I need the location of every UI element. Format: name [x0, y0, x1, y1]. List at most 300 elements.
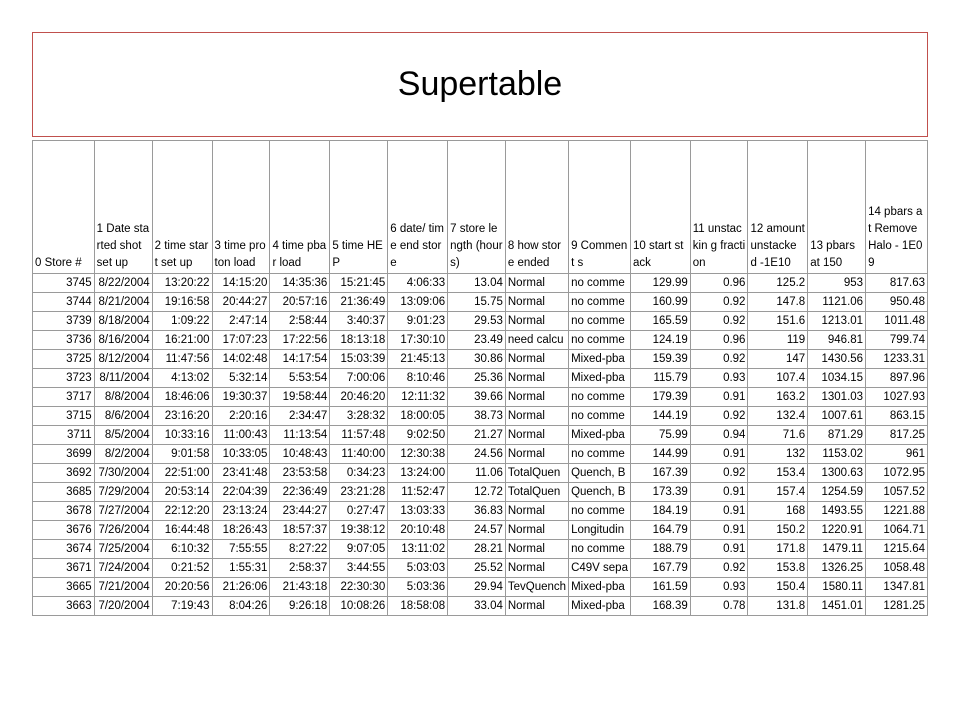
table-cell: 184.19: [630, 502, 690, 521]
table-cell: 0.91: [690, 502, 748, 521]
table-cell: 8/6/2004: [94, 407, 152, 426]
table-cell: 23:13:24: [212, 502, 270, 521]
table-cell: 1034.15: [808, 369, 866, 388]
table-cell: 2:20:16: [212, 407, 270, 426]
table-cell: 0.91: [690, 483, 748, 502]
table-cell: 871.29: [808, 426, 866, 445]
table-cell: 18:46:06: [152, 388, 212, 407]
table-cell: 18:13:18: [330, 331, 388, 350]
column-header: 6 date/ time end store: [388, 141, 448, 274]
table-cell: 157.4: [748, 483, 808, 502]
table-cell: 1233.31: [866, 350, 928, 369]
table-cell: C49V sepa: [569, 559, 631, 578]
table-cell: 18:26:43: [212, 521, 270, 540]
column-header: 1 Date started shot set up: [94, 141, 152, 274]
table-cell: 144.19: [630, 407, 690, 426]
table-cell: 13:11:02: [388, 540, 448, 559]
table-cell: 115.79: [630, 369, 690, 388]
table-cell: 7/26/2004: [94, 521, 152, 540]
table-cell: 3725: [33, 350, 95, 369]
table-cell: 165.59: [630, 312, 690, 331]
table-cell: 0:34:23: [330, 464, 388, 483]
table-cell: 24.57: [448, 521, 506, 540]
table-cell: 23:16:20: [152, 407, 212, 426]
table-cell: 0:27:47: [330, 502, 388, 521]
column-header: 11 unstackin g fraction: [690, 141, 748, 274]
table-cell: 23:44:27: [270, 502, 330, 521]
table-cell: 129.99: [630, 274, 690, 293]
table-cell: 1451.01: [808, 597, 866, 616]
table-cell: 4:06:33: [388, 274, 448, 293]
table-cell: 1220.91: [808, 521, 866, 540]
table-cell: 1057.52: [866, 483, 928, 502]
title-box: [32, 32, 928, 137]
table-cell: 11.06: [448, 464, 506, 483]
table-cell: 14:17:54: [270, 350, 330, 369]
table-cell: 147: [748, 350, 808, 369]
table-cell: need calcu: [505, 331, 568, 350]
table-cell: 0.91: [690, 388, 748, 407]
table-cell: 3744: [33, 293, 95, 312]
table-cell: no comme: [569, 312, 631, 331]
table-cell: 1347.81: [866, 578, 928, 597]
table-row: [33, 483, 928, 502]
table-cell: 179.39: [630, 388, 690, 407]
table-cell: 3665: [33, 578, 95, 597]
table-cell: Normal: [505, 559, 568, 578]
table-cell: 21:43:18: [270, 578, 330, 597]
table-cell: no comme: [569, 388, 631, 407]
table-cell: 0.91: [690, 540, 748, 559]
table-cell: 3671: [33, 559, 95, 578]
table-cell: 7:00:06: [330, 369, 388, 388]
table-cell: Mixed-pba: [569, 426, 631, 445]
table-cell: 11:47:56: [152, 350, 212, 369]
table-cell: 14:15:20: [212, 274, 270, 293]
table-cell: 0.96: [690, 331, 748, 350]
table-cell: 1479.11: [808, 540, 866, 559]
table-cell: 23:53:58: [270, 464, 330, 483]
table-cell: 0.91: [690, 445, 748, 464]
table-cell: 0:21:52: [152, 559, 212, 578]
table-cell: 0.92: [690, 407, 748, 426]
table-cell: 1254.59: [808, 483, 866, 502]
table-cell: 0.93: [690, 369, 748, 388]
table-cell: 1580.11: [808, 578, 866, 597]
table-cell: 13:24:00: [388, 464, 448, 483]
table-cell: 3685: [33, 483, 95, 502]
table-cell: 21:45:13: [388, 350, 448, 369]
table-cell: 4:13:02: [152, 369, 212, 388]
table-cell: 150.4: [748, 578, 808, 597]
table-cell: 8/2/2004: [94, 445, 152, 464]
table-cell: 9:02:50: [388, 426, 448, 445]
table-cell: 0.92: [690, 293, 748, 312]
table-cell: Normal: [505, 521, 568, 540]
table-row: [33, 597, 928, 616]
table-cell: Normal: [505, 597, 568, 616]
table-cell: 20:44:27: [212, 293, 270, 312]
table-cell: Normal: [505, 540, 568, 559]
table-cell: 3:40:37: [330, 312, 388, 331]
table-cell: 961: [866, 445, 928, 464]
table-cell: 13:20:22: [152, 274, 212, 293]
table-cell: 7/30/2004: [94, 464, 152, 483]
table-cell: 11:40:00: [330, 445, 388, 464]
table-cell: no comme: [569, 407, 631, 426]
table-cell: 15.75: [448, 293, 506, 312]
table-cell: 3723: [33, 369, 95, 388]
table-cell: 107.4: [748, 369, 808, 388]
table-cell: 863.15: [866, 407, 928, 426]
table-cell: 13:03:33: [388, 502, 448, 521]
table-cell: 1058.48: [866, 559, 928, 578]
table-cell: 75.99: [630, 426, 690, 445]
table-cell: 153.4: [748, 464, 808, 483]
table-cell: 950.48: [866, 293, 928, 312]
table-cell: no comme: [569, 502, 631, 521]
table-cell: 8/11/2004: [94, 369, 152, 388]
table-cell: 8/22/2004: [94, 274, 152, 293]
table-cell: 17:30:10: [388, 331, 448, 350]
table-cell: 8/21/2004: [94, 293, 152, 312]
table-cell: 10:48:43: [270, 445, 330, 464]
table-cell: 11:13:54: [270, 426, 330, 445]
table-cell: 19:16:58: [152, 293, 212, 312]
table-cell: 1121.06: [808, 293, 866, 312]
table-cell: 1215.64: [866, 540, 928, 559]
column-header: 9 Comment s: [569, 141, 631, 274]
table-cell: Normal: [505, 502, 568, 521]
table-cell: 20:20:56: [152, 578, 212, 597]
table-cell: 16:44:48: [152, 521, 212, 540]
table-cell: 7/21/2004: [94, 578, 152, 597]
column-header: 7 store length (hours): [448, 141, 506, 274]
table-cell: 7/29/2004: [94, 483, 152, 502]
table-cell: 6:10:32: [152, 540, 212, 559]
table-row: [33, 464, 928, 483]
table-cell: no comme: [569, 331, 631, 350]
table-cell: 7/25/2004: [94, 540, 152, 559]
table-cell: 29.53: [448, 312, 506, 331]
table-cell: no comme: [569, 293, 631, 312]
table-cell: 125.2: [748, 274, 808, 293]
table-cell: 29.94: [448, 578, 506, 597]
table-cell: 164.79: [630, 521, 690, 540]
table-cell: 953: [808, 274, 866, 293]
table-cell: 22:51:00: [152, 464, 212, 483]
column-header: 14 pbars at Remove Halo - 1E09: [866, 141, 928, 274]
table-cell: 161.59: [630, 578, 690, 597]
column-header: 8 how store ended: [505, 141, 568, 274]
table-cell: 0.92: [690, 559, 748, 578]
table-cell: 168: [748, 502, 808, 521]
table-cell: 13:09:06: [388, 293, 448, 312]
table-cell: Normal: [505, 312, 568, 331]
supertable: [32, 140, 928, 616]
table-cell: 0.96: [690, 274, 748, 293]
table-cell: 3745: [33, 274, 95, 293]
table-cell: 5:32:14: [212, 369, 270, 388]
column-header: 2 time start set up: [152, 141, 212, 274]
table-cell: 1072.95: [866, 464, 928, 483]
table-row: [33, 521, 928, 540]
table-cell: 19:38:12: [330, 521, 388, 540]
table-cell: 124.19: [630, 331, 690, 350]
table-cell: 18:00:05: [388, 407, 448, 426]
table-cell: 3678: [33, 502, 95, 521]
table-cell: Normal: [505, 407, 568, 426]
table-cell: 132: [748, 445, 808, 464]
column-header: 10 start stack: [630, 141, 690, 274]
table-cell: 11:00:43: [212, 426, 270, 445]
table-cell: Mixed-pba: [569, 578, 631, 597]
table-cell: 9:01:58: [152, 445, 212, 464]
table-cell: 20:46:20: [330, 388, 388, 407]
table-cell: 0.92: [690, 350, 748, 369]
table-cell: 30.86: [448, 350, 506, 369]
table-cell: 9:01:23: [388, 312, 448, 331]
table-cell: 25.52: [448, 559, 506, 578]
spreadsheet: [32, 140, 928, 696]
table-cell: TotalQuen: [505, 483, 568, 502]
table-cell: Quench, B: [569, 483, 631, 502]
table-cell: 23:41:48: [212, 464, 270, 483]
table-cell: 19:30:37: [212, 388, 270, 407]
table-row: [33, 502, 928, 521]
table-cell: Normal: [505, 369, 568, 388]
table-cell: 8/16/2004: [94, 331, 152, 350]
table-row: [33, 369, 928, 388]
table-cell: 1281.25: [866, 597, 928, 616]
table-cell: 132.4: [748, 407, 808, 426]
table-cell: Mixed-pba: [569, 369, 631, 388]
table-cell: 0.94: [690, 426, 748, 445]
table-cell: 8:04:26: [212, 597, 270, 616]
column-header: 3 time proton load: [212, 141, 270, 274]
table-row: [33, 274, 928, 293]
table-cell: 11:52:47: [388, 483, 448, 502]
table-cell: 817.63: [866, 274, 928, 293]
table-cell: 3717: [33, 388, 95, 407]
table-cell: 10:08:26: [330, 597, 388, 616]
table-cell: 131.8: [748, 597, 808, 616]
table-cell: 10:33:05: [212, 445, 270, 464]
table-cell: 3711: [33, 426, 95, 445]
table-row: [33, 350, 928, 369]
table-row: [33, 388, 928, 407]
table-row: [33, 445, 928, 464]
table-cell: 168.39: [630, 597, 690, 616]
table-cell: 1153.02: [808, 445, 866, 464]
table-cell: 188.79: [630, 540, 690, 559]
table-cell: 7/27/2004: [94, 502, 152, 521]
table-cell: 9:07:05: [330, 540, 388, 559]
table-cell: 20:53:14: [152, 483, 212, 502]
table-cell: 150.2: [748, 521, 808, 540]
table-cell: 7/24/2004: [94, 559, 152, 578]
table-cell: Quench, B: [569, 464, 631, 483]
table-row: [33, 293, 928, 312]
table-cell: 17:22:56: [270, 331, 330, 350]
table-cell: no comme: [569, 445, 631, 464]
table-cell: 12.72: [448, 483, 506, 502]
table-cell: 1300.63: [808, 464, 866, 483]
table-cell: 3:28:32: [330, 407, 388, 426]
table-row: [33, 540, 928, 559]
table-cell: 9:26:18: [270, 597, 330, 616]
table-cell: 3674: [33, 540, 95, 559]
table-cell: 22:30:30: [330, 578, 388, 597]
table-row: [33, 331, 928, 350]
table-cell: 3663: [33, 597, 95, 616]
table-cell: Normal: [505, 274, 568, 293]
table-cell: 7:19:43: [152, 597, 212, 616]
slide-title: Supertable: [397, 65, 563, 103]
table-cell: 160.99: [630, 293, 690, 312]
table-cell: 2:34:47: [270, 407, 330, 426]
table-cell: 3676: [33, 521, 95, 540]
table-cell: 16:21:00: [152, 331, 212, 350]
table-cell: 20:10:48: [388, 521, 448, 540]
table-row: [33, 578, 928, 597]
table-cell: 163.2: [748, 388, 808, 407]
table-cell: 11:57:48: [330, 426, 388, 445]
table-cell: 33.04: [448, 597, 506, 616]
table-cell: 8/18/2004: [94, 312, 152, 331]
table-cell: 25.36: [448, 369, 506, 388]
table-cell: 1064.71: [866, 521, 928, 540]
table-cell: 159.39: [630, 350, 690, 369]
table-cell: 171.8: [748, 540, 808, 559]
table-cell: 5:03:03: [388, 559, 448, 578]
table-cell: 167.79: [630, 559, 690, 578]
table-cell: 0.92: [690, 464, 748, 483]
table-cell: 2:47:14: [212, 312, 270, 331]
table-cell: 5:03:36: [388, 578, 448, 597]
table-cell: 173.39: [630, 483, 690, 502]
table-cell: 1213.01: [808, 312, 866, 331]
table-cell: 14:35:36: [270, 274, 330, 293]
table-cell: Mixed-pba: [569, 350, 631, 369]
table-cell: Normal: [505, 445, 568, 464]
table-cell: 897.96: [866, 369, 928, 388]
table-cell: 1430.56: [808, 350, 866, 369]
table-cell: 21:36:49: [330, 293, 388, 312]
header-row: [33, 141, 928, 274]
table-cell: Normal: [505, 350, 568, 369]
table-cell: Normal: [505, 426, 568, 445]
table-cell: 8:27:22: [270, 540, 330, 559]
table-row: [33, 312, 928, 331]
table-cell: 1:09:22: [152, 312, 212, 331]
column-header: 5 time HEP: [330, 141, 388, 274]
table-cell: 15:21:45: [330, 274, 388, 293]
column-header: 12 amount unstacke d -1E10: [748, 141, 808, 274]
table-cell: 0.78: [690, 597, 748, 616]
table-cell: 19:58:44: [270, 388, 330, 407]
table-cell: Longitudin: [569, 521, 631, 540]
table-cell: 7:55:55: [212, 540, 270, 559]
table-cell: 3692: [33, 464, 95, 483]
table-cell: 21:26:06: [212, 578, 270, 597]
table-cell: 12:11:32: [388, 388, 448, 407]
table-cell: 2:58:44: [270, 312, 330, 331]
table-cell: 119: [748, 331, 808, 350]
table-cell: 1493.55: [808, 502, 866, 521]
column-header: 13 pbars at 150: [808, 141, 866, 274]
table-row: [33, 407, 928, 426]
table-cell: 0.93: [690, 578, 748, 597]
table-cell: 8:10:46: [388, 369, 448, 388]
table-cell: 3:44:55: [330, 559, 388, 578]
table-cell: 23.49: [448, 331, 506, 350]
table-cell: 1007.61: [808, 407, 866, 426]
table-cell: 151.6: [748, 312, 808, 331]
table-row: [33, 559, 928, 578]
table-cell: 21.27: [448, 426, 506, 445]
table-cell: 799.74: [866, 331, 928, 350]
table-cell: 5:53:54: [270, 369, 330, 388]
table-cell: 22:12:20: [152, 502, 212, 521]
table-cell: 144.99: [630, 445, 690, 464]
table-cell: 0.92: [690, 312, 748, 331]
table-cell: 22:04:39: [212, 483, 270, 502]
table-cell: 7/20/2004: [94, 597, 152, 616]
table-cell: 0.91: [690, 521, 748, 540]
table-cell: 167.39: [630, 464, 690, 483]
table-cell: 1301.03: [808, 388, 866, 407]
table-cell: 15:03:39: [330, 350, 388, 369]
table-cell: 946.81: [808, 331, 866, 350]
table-cell: no comme: [569, 540, 631, 559]
table-cell: 1027.93: [866, 388, 928, 407]
table-cell: 3739: [33, 312, 95, 331]
table-cell: 1326.25: [808, 559, 866, 578]
table-cell: 3715: [33, 407, 95, 426]
table-cell: 23:21:28: [330, 483, 388, 502]
table-cell: 14:02:48: [212, 350, 270, 369]
table-cell: 147.8: [748, 293, 808, 312]
table-cell: 17:07:23: [212, 331, 270, 350]
table-cell: 39.66: [448, 388, 506, 407]
table-cell: 38.73: [448, 407, 506, 426]
table-row: [33, 426, 928, 445]
table-cell: 13.04: [448, 274, 506, 293]
table-cell: 22:36:49: [270, 483, 330, 502]
table-cell: 1:55:31: [212, 559, 270, 578]
table-cell: Normal: [505, 388, 568, 407]
table-cell: Normal: [505, 293, 568, 312]
table-cell: 153.8: [748, 559, 808, 578]
table-cell: 2:58:37: [270, 559, 330, 578]
table-cell: 12:30:38: [388, 445, 448, 464]
column-header: 4 time pbar load: [270, 141, 330, 274]
table-cell: 24.56: [448, 445, 506, 464]
table-cell: 28.21: [448, 540, 506, 559]
table-cell: 8/8/2004: [94, 388, 152, 407]
table-cell: 18:57:37: [270, 521, 330, 540]
table-cell: 71.6: [748, 426, 808, 445]
table-cell: 1011.48: [866, 312, 928, 331]
table-cell: 817.25: [866, 426, 928, 445]
table-cell: TotalQuen: [505, 464, 568, 483]
column-header: 0 Store #: [33, 141, 95, 274]
table-cell: 10:33:16: [152, 426, 212, 445]
table-cell: 36.83: [448, 502, 506, 521]
table-cell: 3736: [33, 331, 95, 350]
table-cell: no comme: [569, 274, 631, 293]
